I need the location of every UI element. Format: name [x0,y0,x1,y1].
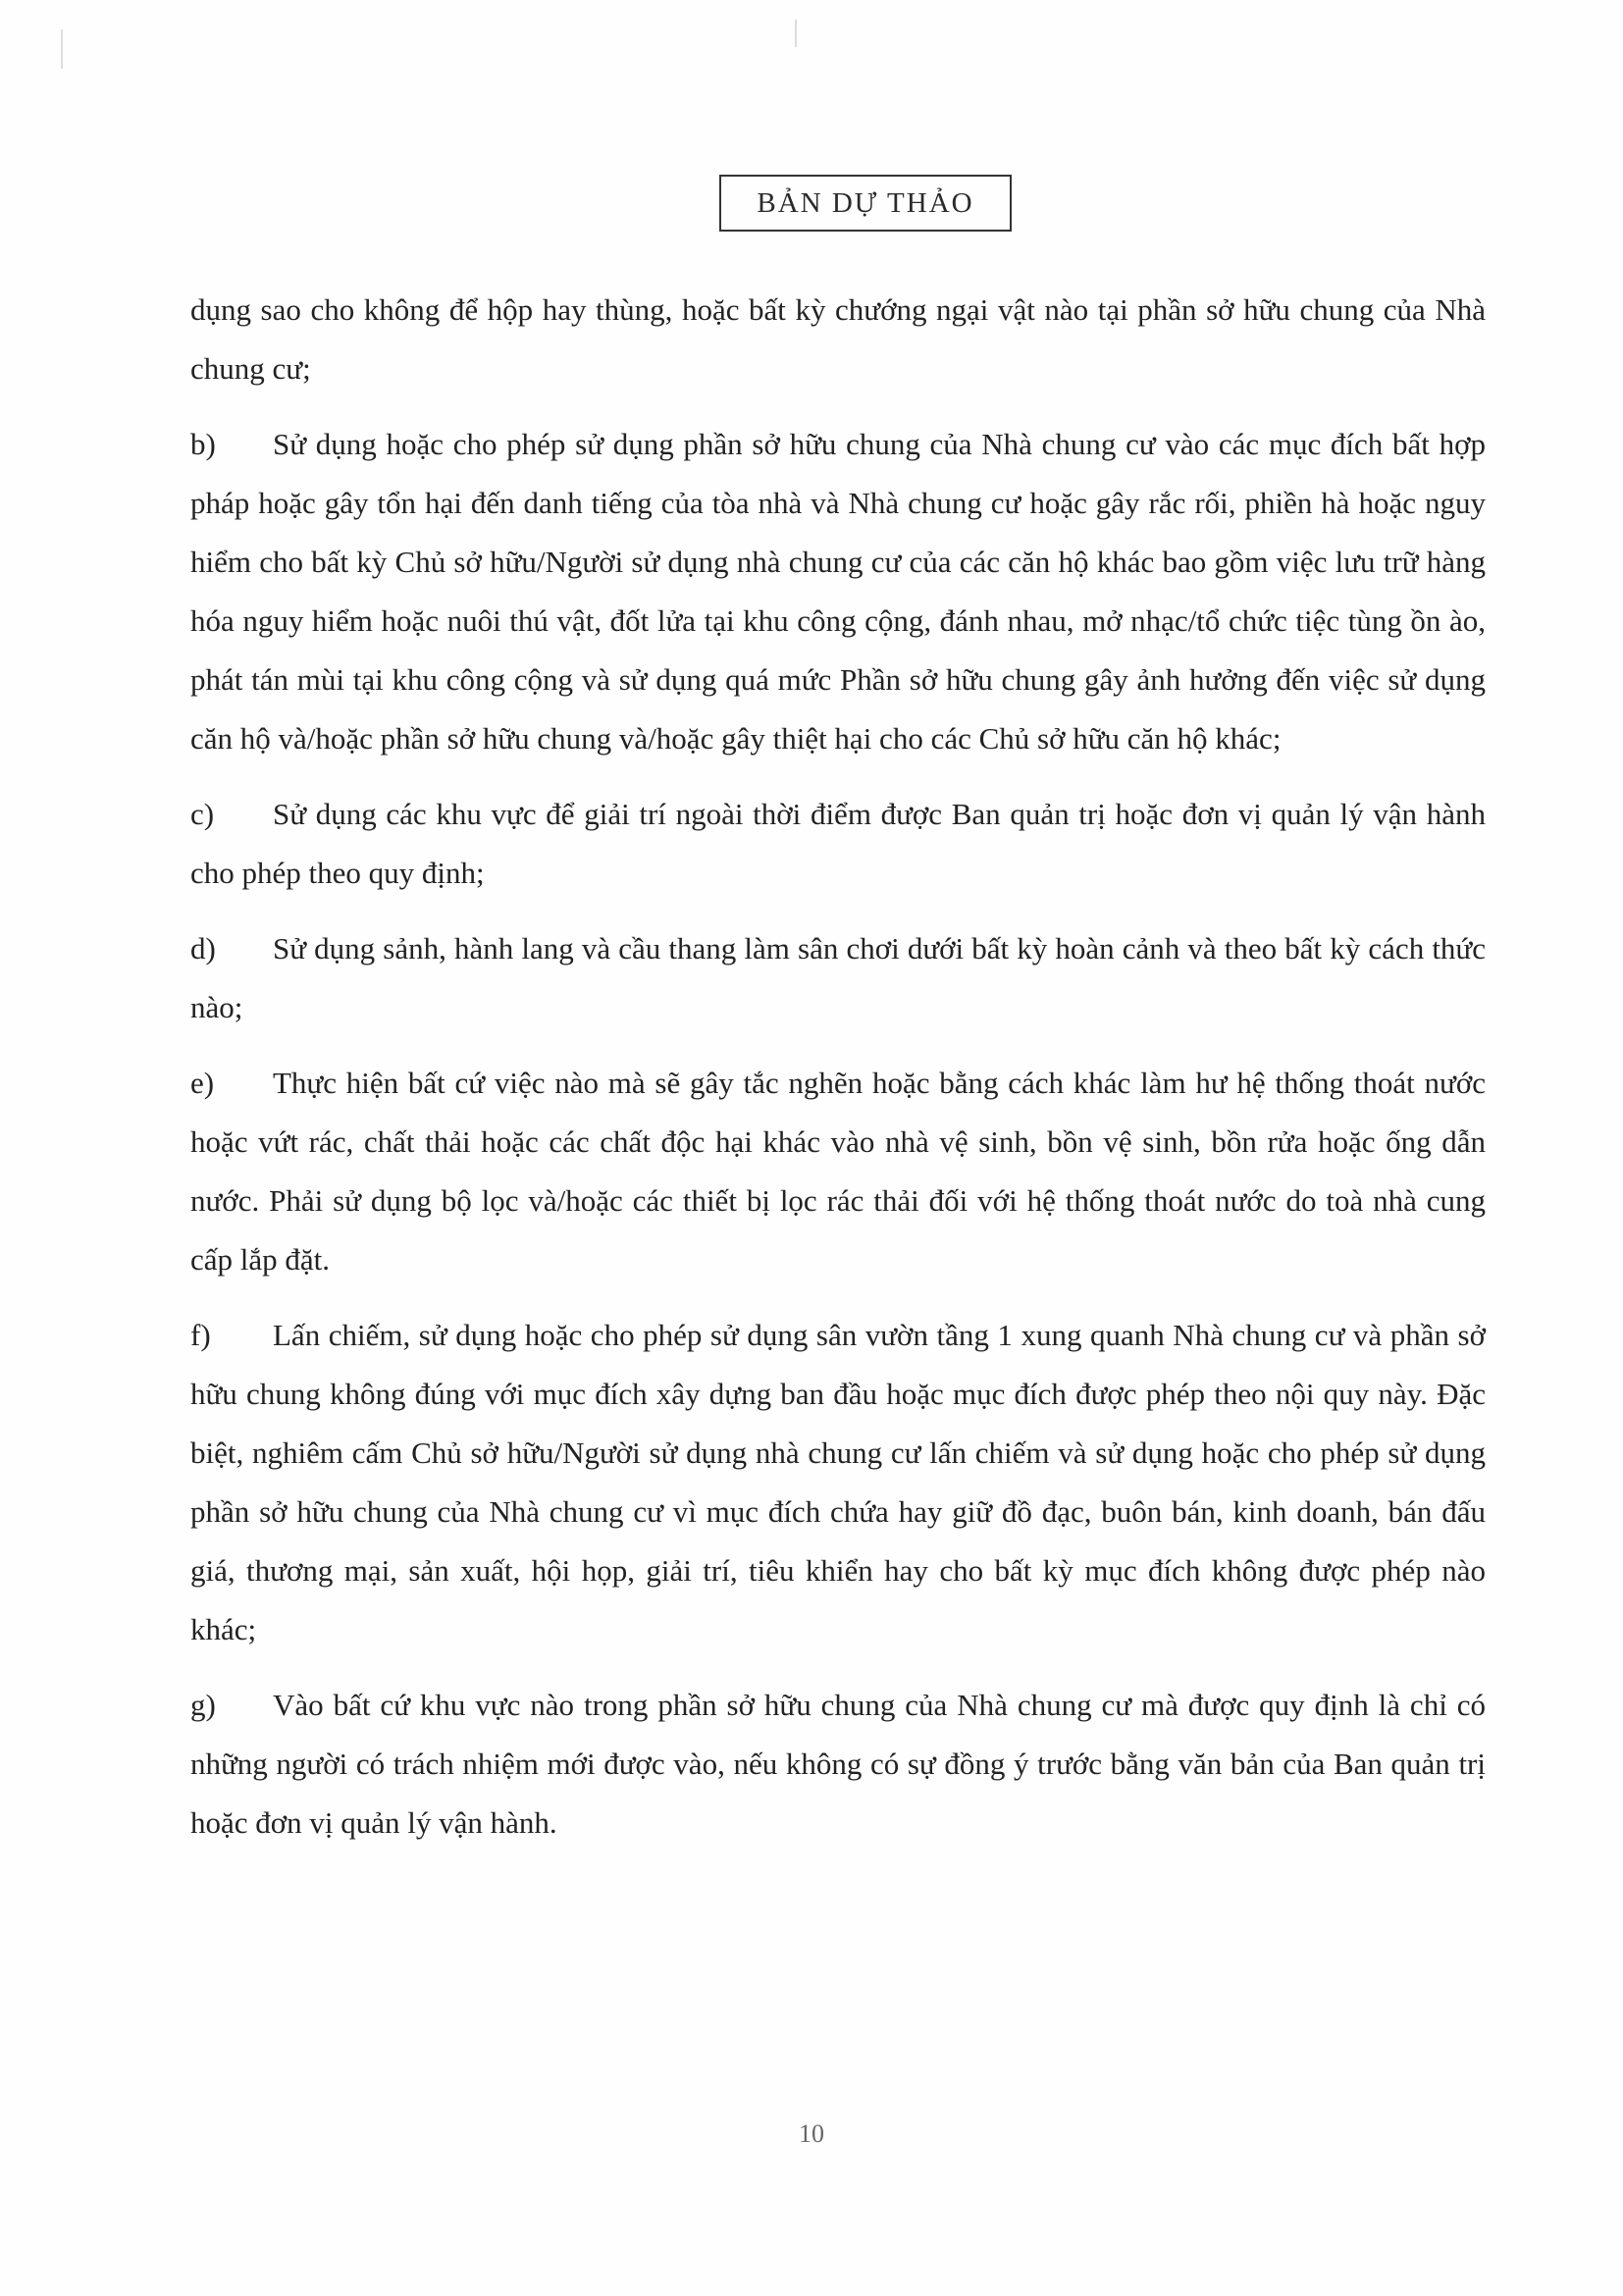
document-body [190,281,1486,1869]
draft-stamp-box [719,175,1012,232]
page-number: 10 [799,2119,824,2148]
scan-edge-mark [61,29,63,69]
item-text: Sử dụng các khu vực để giải trí ngoài thời điểm được Ban quản trị hoặc đơn vị quản lý vận hành cho phép theo quy định; [190,797,1486,890]
list-item-g [190,1676,1486,1852]
item-label: d) [190,931,216,965]
continuation-paragraph: dụng sao cho không để hộp hay thùng, hoặc bất kỳ chướng ngại vật nào tại phần sở hữu chung của Nhà chung cư; [190,292,1486,386]
draft-label: BẢN DỰ THẢO [757,186,974,219]
item-label: e) [190,1066,215,1100]
item-text: Vào bất cứ khu vực nào trong phần sở hữu chung của Nhà chung cư mà được quy định là chỉ có những người có trách nhiệm mới được vào, nếu không có sự đồng ý trước bằng văn bản của Ban quản trị hoặc đơn vị quản lý vận hành. [190,1688,1486,1840]
item-label: f) [190,1318,211,1352]
list-item-e [190,1054,1486,1289]
list-item-b [190,415,1486,768]
list-item-d [190,919,1486,1037]
item-label: b) [190,427,216,461]
item-text: Lấn chiếm, sử dụng hoặc cho phép sử dụng sân vườn tầng 1 xung quanh Nhà chung cư và phần sở hữu chung không đúng với mục đích xây dựng ban đầu hoặc mục đích được phép theo nội quy này. Đặc biệt, nghiêm cấm Chủ sở hữu/Người sử dụng nhà chung cư lấn chiếm và sử dụng hoặc cho phép sử dụng phần sở hữu chung của Nhà chung cư vì mục đích chứa hay giữ đồ đạc, buôn bán, kinh doanh, bán đấu giá, thương mại, sản xuất, hội họp, giải trí, tiêu khiển hay cho bất kỳ mục đích không được phép nào khác; [190,1318,1486,1646]
list-item-c [190,785,1486,903]
item-text: Sử dụng hoặc cho phép sử dụng phần sở hữu chung của Nhà chung cư vào các mục đích bất hợp pháp hoặc gây tổn hại đến danh tiếng của tòa nhà và Nhà chung cư hoặc gây rắc rối, phiền hà hoặc nguy hiểm cho bất kỳ Chủ sở hữu/Người sử dụng nhà chung cư của các căn hộ khác bao gồm việc lưu trữ hàng hóa nguy hiểm hoặc nuôi thú vật, đốt lửa tại khu công cộng, đánh nhau, mở nhạc/tổ chức tiệc tùng ồn ào, phát tán mùi tại khu công cộng và sử dụng quá mức Phần sở hữu chung gây ảnh hưởng đến việc sử dụng căn hộ và/hoặc phần sở hữu chung và/hoặc gây thiệt hại cho các Chủ sở hữu căn hộ khác; [190,427,1486,756]
item-label: c) [190,797,215,831]
item-label: g) [190,1688,216,1722]
item-text: Thực hiện bất cứ việc nào mà sẽ gây tắc nghẽn hoặc bằng cách khác làm hư hệ thống thoát nước hoặc vứt rác, chất thải hoặc các chất độc hại khác vào nhà vệ sinh, bồn vệ sinh, bồn rửa hoặc ống dẫn nước. Phải sử dụng bộ lọc và/hoặc các thiết bị lọc rác thải đối với hệ thống thoát nước do toà nhà cung cấp lắp đặt. [190,1066,1486,1277]
item-text: Sử dụng sảnh, hành lang và cầu thang làm sân chơi dưới bất kỳ hoàn cảnh và theo bất kỳ cách thức nào; [190,931,1486,1024]
scan-edge-mark [795,20,797,47]
list-item-f [190,1306,1486,1659]
